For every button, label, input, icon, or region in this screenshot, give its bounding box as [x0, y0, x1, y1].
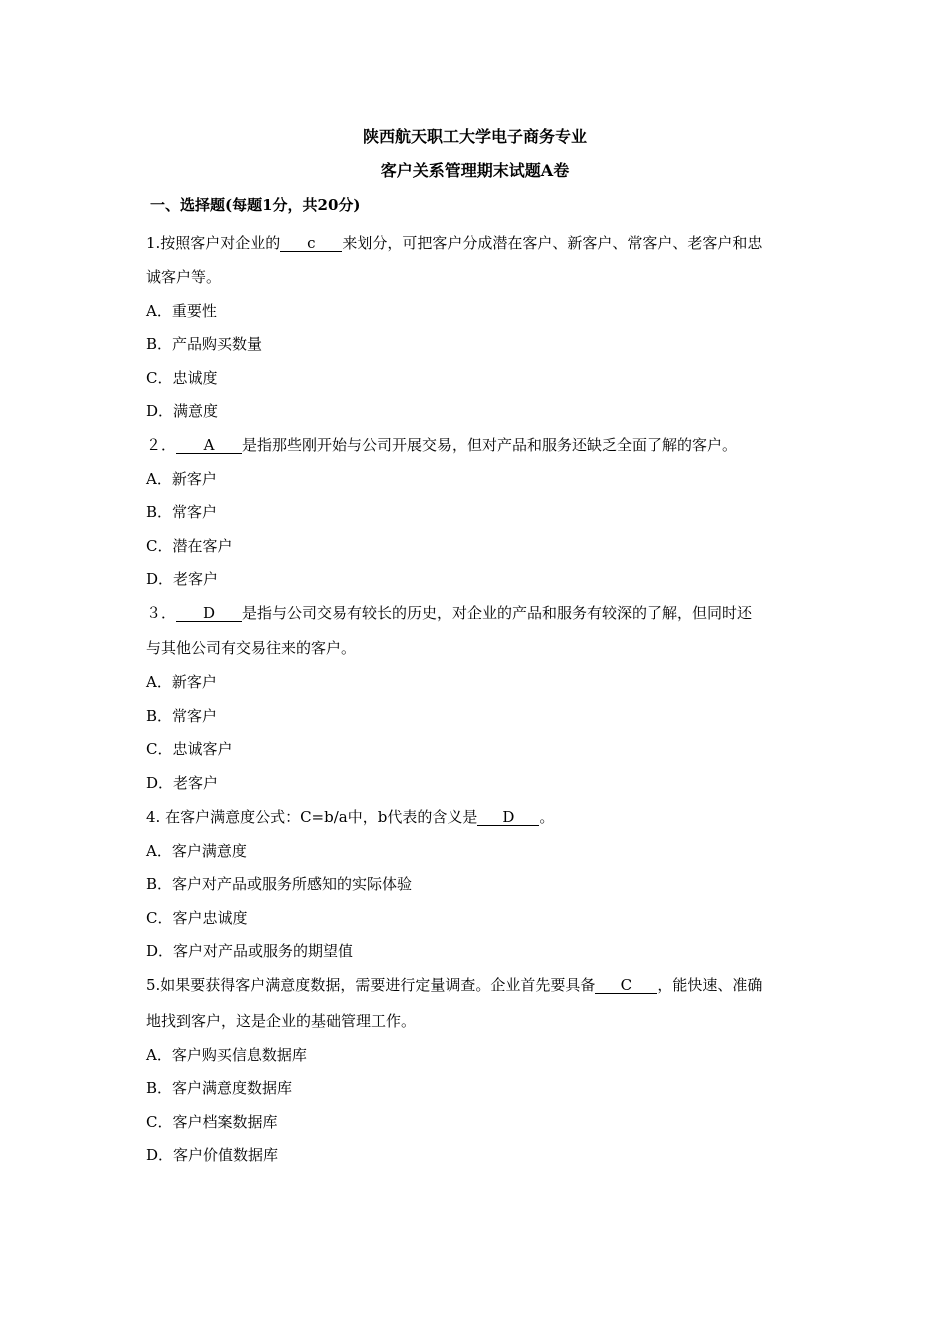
- question-5-stem-cont: 地找到客户，这是企业的基础管理工作。: [146, 1012, 417, 1030]
- option-d: D．老客户: [146, 570, 219, 588]
- question-4-stem: 4. 在客户满意度公式：C=b/a中，b代表的含义是 D 。: [146, 808, 555, 826]
- answer-blank: D: [477, 809, 539, 826]
- answer-blank: D: [176, 605, 242, 622]
- option-d: D．满意度: [146, 402, 219, 420]
- option-d: D．老客户: [146, 774, 219, 792]
- section-heading: 一、选择题(每题1分，共20分): [150, 196, 361, 214]
- option-c: C．忠诚度: [146, 369, 218, 387]
- option-d: D．客户对产品或服务的期望值: [146, 942, 354, 960]
- option-a: A．重要性: [146, 302, 217, 320]
- question-3-stem-cont: 与其他公司有交易往来的客户。: [146, 639, 357, 657]
- option-b: B．常客户: [146, 503, 218, 521]
- question-5-stem: 5.如果要获得客户满意度数据，需要进行定量调查。企业首先要具备 C ，能快速、准确: [146, 976, 763, 994]
- question-1-stem-cont: 诚客户等。: [146, 268, 222, 286]
- question-3-stem: ３． D 是指与公司交易有较长的历史，对企业的产品和服务有较深的了解，但同时还: [146, 604, 753, 622]
- answer-blank: c: [280, 235, 342, 252]
- answer-blank: A: [176, 437, 242, 454]
- question-2-stem: ２． A 是指那些刚开始与公司开展交易，但对产品和服务还缺乏全面了解的客户。: [146, 436, 738, 454]
- answer-blank: C: [595, 977, 657, 994]
- option-c: C．客户档案数据库: [146, 1113, 278, 1131]
- option-b: B．客户对产品或服务所感知的实际体验: [146, 875, 413, 893]
- option-a: A．新客户: [146, 673, 217, 691]
- option-b: B．产品购买数量: [146, 335, 263, 353]
- option-c: C．忠诚客户: [146, 740, 233, 758]
- option-a: A．客户购买信息数据库: [146, 1046, 307, 1064]
- school-title: 陕西航天职工大学电子商务专业: [362, 127, 587, 146]
- option-a: A．客户满意度: [146, 842, 247, 860]
- option-c: C．潜在客户: [146, 537, 233, 555]
- option-b: B．客户满意度数据库: [146, 1079, 293, 1097]
- question-1-stem: 1.按照客户对企业的 c 来划分，可把客户分成潜在客户、新客户、常客户、老客户和忠: [146, 234, 763, 252]
- option-a: A．新客户: [146, 470, 217, 488]
- option-c: C．客户忠诚度: [146, 909, 248, 927]
- option-b: B．常客户: [146, 707, 218, 725]
- option-d: D．客户价值数据库: [146, 1146, 279, 1164]
- exam-title: 客户关系管理期末试题A卷: [380, 161, 570, 180]
